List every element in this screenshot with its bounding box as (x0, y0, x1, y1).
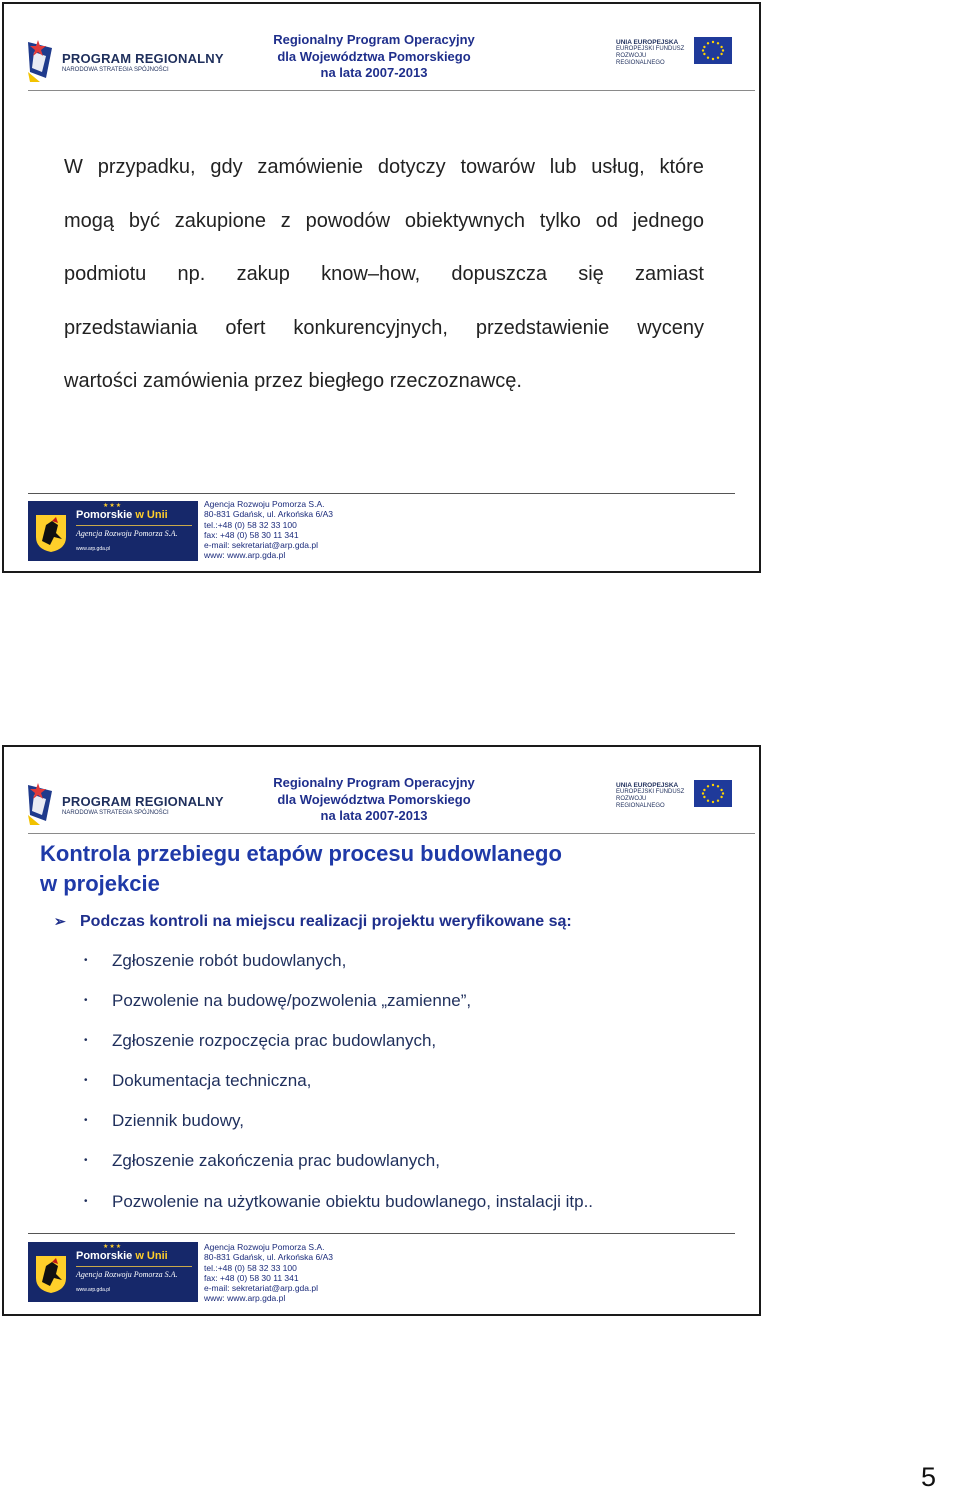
paragraph-line-2 (64, 200, 704, 254)
slide-2 (2, 745, 761, 1316)
word: od (595, 209, 618, 232)
bullet-icon: • (84, 1195, 88, 1207)
word: konkurencyjnych, (293, 316, 448, 339)
word: lub (549, 156, 577, 178)
word: know–how, (321, 263, 421, 285)
eu-line-1: UNIA EUROPEJSKA (616, 39, 679, 46)
program-subtitle: NARODOWA STRATEGIA SPÓJNOŚCI (62, 810, 169, 816)
lead-statement (54, 913, 572, 931)
contact-line: fax: +48 (0) 58 30 11 341 (204, 529, 299, 540)
eu-line-3: ROZWOJU REGIONALNEGO (616, 53, 665, 66)
word: obiektywnych (404, 209, 525, 232)
eu-text (616, 782, 690, 810)
griffin-emblem-icon (32, 511, 70, 553)
header-line-3: na lata 2007-2013 (320, 808, 428, 823)
eu-line-2: EUROPEJSKI FUNDUSZ (616, 46, 685, 52)
list-item-text: Zgłoszenie zakończenia prac budowlanych, (112, 1151, 440, 1171)
star-logo-icon (26, 38, 56, 84)
logo-stars-icon: ★★★ (103, 503, 123, 509)
header-center-title (254, 775, 494, 825)
contact-block (204, 499, 333, 561)
footer-divider (28, 493, 735, 494)
word: mogą (64, 209, 115, 232)
list-item (84, 1110, 593, 1150)
slide-1-paragraph (64, 146, 704, 414)
paragraph-line-3 (64, 253, 704, 307)
list-item-text: Dziennik budowy, (112, 1111, 244, 1131)
word: dotyczy (377, 156, 446, 178)
title-line-1: Kontrola przebiegu etapów procesu budowlanego (40, 841, 562, 866)
footer-divider (28, 1233, 735, 1234)
logo-stars-icon: ★★★ (103, 1244, 123, 1250)
logo-divider (76, 1266, 192, 1267)
logo-title-b: w Unii (135, 509, 168, 521)
list-item-text: Zgłoszenie robót budowlanych, (112, 951, 347, 970)
list-item-text: Pozwolenie na użytkowanie obiektu budowlanego, instalacji itp.. (112, 1191, 594, 1211)
word: towarów (460, 156, 535, 178)
bullet-icon: • (84, 1035, 88, 1047)
eu-line-3: ROZWOJU REGIONALNEGO (616, 796, 665, 809)
header-divider (28, 90, 755, 91)
title-line-2: w projekcie (40, 871, 160, 896)
arrow-bullet-icon: ➢ (54, 913, 66, 929)
word: zakup (236, 263, 290, 285)
lead-text: Podczas kontroli na miejscu realizacji projektu weryfikowane są: (80, 913, 572, 930)
list-item (84, 1191, 593, 1231)
contact-block (204, 1242, 333, 1304)
word: być (128, 209, 160, 232)
logo-title (76, 1250, 168, 1262)
program-title: PROGRAM REGIONALNY (62, 794, 224, 809)
word: podmiotu (64, 263, 147, 285)
paragraph-line-4 (64, 307, 704, 361)
contact-line: tel.:+48 (0) 58 32 33 100 (204, 519, 297, 530)
word: przypadku, (97, 156, 196, 178)
slide-1 (2, 2, 761, 573)
pomorskie-w-unii-logo (28, 501, 198, 561)
header-line-1: Regionalny Program Operacyjny (273, 32, 475, 47)
slide-2-title (40, 839, 562, 899)
word: wartości zamówienia przez biegłego rzeczoznawcę. (64, 370, 522, 392)
header-line-1: Regionalny Program Operacyjny (273, 775, 475, 790)
contact-line: tel.:+48 (0) 58 32 33 100 (204, 1262, 297, 1273)
eu-logo (616, 37, 734, 69)
contact-line: Agencja Rozwoju Pomorza S.A. (204, 499, 325, 509)
logo-title-b: w Unii (135, 1250, 168, 1262)
word: wyceny (637, 316, 704, 339)
bullet-icon: • (84, 1075, 88, 1087)
contact-line: www: www.arp.gda.pl (204, 1293, 286, 1304)
word: które (659, 156, 704, 178)
paragraph-line-1 (64, 146, 704, 200)
logo-agency-name: Agencja Rozwoju Pomorza S.A. (76, 529, 178, 538)
list-item (84, 950, 593, 990)
program-regionalny-logo (26, 38, 224, 84)
logo-title (76, 509, 168, 521)
list-item-text: Pozwolenie na budowę/pozwolenia „zamienne”, (112, 991, 472, 1011)
word: przedstawienie (475, 316, 610, 339)
griffin-emblem-icon (32, 1252, 70, 1294)
eu-line-1: UNIA EUROPEJSKA (616, 782, 679, 789)
bullet-icon: • (84, 1155, 88, 1167)
header-line-2: dla Województwa Pomorskiego (277, 791, 471, 807)
logo-agency-name: Agencja Rozwoju Pomorza S.A. (76, 1270, 178, 1279)
logo-url: www.arp.gda.pl (76, 546, 111, 552)
logo-divider (76, 525, 192, 526)
header-divider (28, 833, 755, 834)
contact-line: 80-831 Gdańsk, ul. Arkońska 6/A3 (204, 509, 333, 520)
word: ofert (225, 316, 266, 339)
word: np. (177, 263, 206, 285)
word: zakupione (174, 209, 266, 232)
eu-logo (616, 780, 734, 812)
contact-line: www: www.arp.gda.pl (204, 550, 286, 561)
eu-line-2: EUROPEJSKI FUNDUSZ (616, 789, 685, 795)
word: gdy (210, 156, 243, 178)
checklist (84, 950, 593, 1231)
list-item-text: Dokumentacja techniczna, (112, 1071, 312, 1091)
contact-line: 80-831 Gdańsk, ul. Arkońska 6/A3 (204, 1252, 333, 1263)
eu-flag-icon (694, 37, 732, 64)
contact-line: e-mail: sekretariat@arp.gda.pl (204, 540, 318, 551)
contact-line: e-mail: sekretariat@arp.gda.pl (204, 1283, 318, 1294)
eu-text (616, 39, 690, 67)
header-line-2: dla Województwa Pomorskiego (277, 48, 471, 64)
word: powodów (305, 209, 391, 232)
program-regionalny-logo (26, 781, 224, 827)
list-item (84, 1150, 593, 1190)
word: dopuszcza (451, 263, 547, 285)
word: zamiast (635, 263, 704, 285)
bullet-icon: • (84, 1115, 88, 1127)
word: tylko (539, 209, 581, 232)
word: usług, (591, 156, 645, 178)
contact-line: Agencja Rozwoju Pomorza S.A. (204, 1242, 325, 1252)
list-item (84, 1070, 593, 1110)
word: jednego (632, 209, 704, 232)
slide-header (4, 747, 759, 835)
list-item-text: Zgłoszenie rozpoczęcia prac budowlanych, (112, 1031, 437, 1051)
contact-line: fax: +48 (0) 58 30 11 341 (204, 1272, 299, 1283)
list-item (84, 990, 593, 1030)
slide-header (4, 4, 759, 92)
word: przedstawiania (64, 316, 198, 339)
eu-flag-icon (694, 780, 732, 807)
word: z (280, 209, 291, 232)
pomorskie-w-unii-logo (28, 1242, 198, 1302)
star-logo-icon (26, 781, 56, 827)
program-title: PROGRAM REGIONALNY (62, 51, 224, 66)
logo-title-a: Pomorskie (76, 509, 136, 521)
header-line-3: na lata 2007-2013 (320, 65, 428, 80)
page-number: 5 (920, 1462, 936, 1492)
bullet-icon: • (84, 955, 88, 966)
list-item (84, 1030, 593, 1070)
header-center-title (254, 32, 494, 82)
paragraph-line-5 (64, 360, 704, 414)
word: W (64, 156, 83, 178)
bullet-icon: • (84, 995, 88, 1007)
word: się (578, 263, 604, 285)
logo-url: www.arp.gda.pl (76, 1287, 111, 1293)
logo-title-a: Pomorskie (76, 1250, 136, 1262)
program-subtitle: NARODOWA STRATEGIA SPÓJNOŚCI (62, 67, 169, 73)
word: zamówienie (257, 156, 364, 178)
